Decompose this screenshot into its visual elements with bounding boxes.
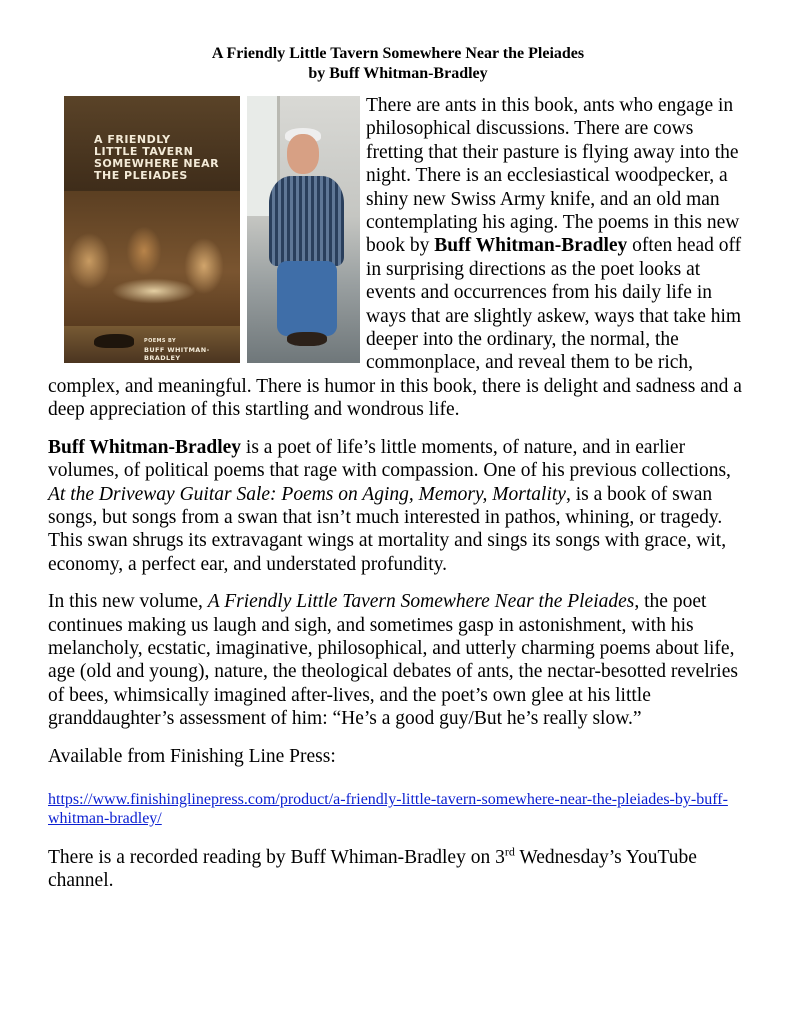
photo-shoe [287,332,327,346]
photo-face [287,134,319,174]
intro-text-2: often head off in surprising directions as the poet looks at events and occurrences from his daily life in ways that are slightly askew, ways that take him deeper into the ordinary, the normal, the commonplace, and reveal them to be rich, complex, and meaningful. There is humor in this book, there is delight and sadness and a deep appreciation of this startling and wondrous life. [48,235,742,421]
intro-author-name: Buff Whitman-Bradley [434,235,628,257]
ordinal-suffix: rd [504,844,515,859]
volume-text-2: , the poet continues making us laugh and sigh, and sometimes gasp in astonishment, with his melancholy, ecstatic, imaginative, philosophical, and utterly charming poems about life, age (old and young), nature, the theological debates of ants, the nectar-besotted revelries of bees, whimsically imagined after-lives, and the poet’s own glee at his little granddaughter’s assessment of him: “He’s a good guy/But he’s really slow.” [48,591,738,730]
cover-title-line: LITTLE TAVERN [94,145,194,158]
bio-paragraph [48,436,748,576]
dog-figure [94,334,134,348]
document-title: A Friendly Little Tavern Somewhere Near the Pleiades [211,45,585,62]
author-photo [247,96,360,363]
photo-jeans [277,261,337,336]
new-book-title: A Friendly Little Tavern Somewhere Near the Pleiades [207,591,635,613]
cover-title-line: THE PLEIADES [94,169,188,182]
cover-title [94,134,219,182]
document-byline: by Buff Whitman-Bradley [308,65,488,82]
reading-paragraph [48,846,748,893]
reading-text-1: There is a recorded reading by Buff Whiman-Bradley on 3 [48,846,505,868]
bio-text-2: , is a book of swan songs, but songs from a swan that isn’t much interested in pathos, whining, or tragedy. This swan shrugs its extravagant wings at mortality and sings its songs with grace, wit, economy, a perfect ear, and understated profundity. [48,483,727,575]
bio-text-1: is a poet of life’s little moments, of nature, and in earlier volumes, of political poems that rage with compassion. One of his previous collections, [48,436,731,482]
tavern-painting [64,191,240,326]
cover-author: BUFF WHITMAN-BRADLEY [144,346,210,362]
cover-title-line: A FRIENDLY [94,133,171,146]
previous-book-title: At the Driveway Guitar Sale: Poems on Aging, Memory, Mortality [48,483,566,505]
reading-text-2: Wednesday’s YouTube channel. [48,846,697,892]
cover-title-line: SOMEWHERE NEAR [94,157,220,170]
photo-shirt [269,176,344,266]
availability-text: Available from Finishing Line Press: [48,745,336,767]
volume-text-1: In this new volume, [48,591,208,613]
bio-author-name: Buff Whitman-Bradley [48,436,242,458]
cover-poems-by: POEMS BY [144,338,177,344]
intro-text-1: There are ants in this book, ants who engage in philosophical discussions. There are cows fretting that their pasture is flying away into the night. There is an ecclesiastical woodpecker, a shiny new Swiss Army knife, and an old man contemplating his aging. The poems in this new book by [366,95,740,257]
images-block [64,96,360,363]
book-cover-image [64,96,240,363]
volume-paragraph [48,590,748,730]
finishing-line-press-link[interactable]: https://www.finishinglinepress.com/product/a-friendly-little-tavern-somewhere-near-the-pleiades-by-buff-whitman-bradley/ [48,790,728,827]
document-page [48,44,748,893]
